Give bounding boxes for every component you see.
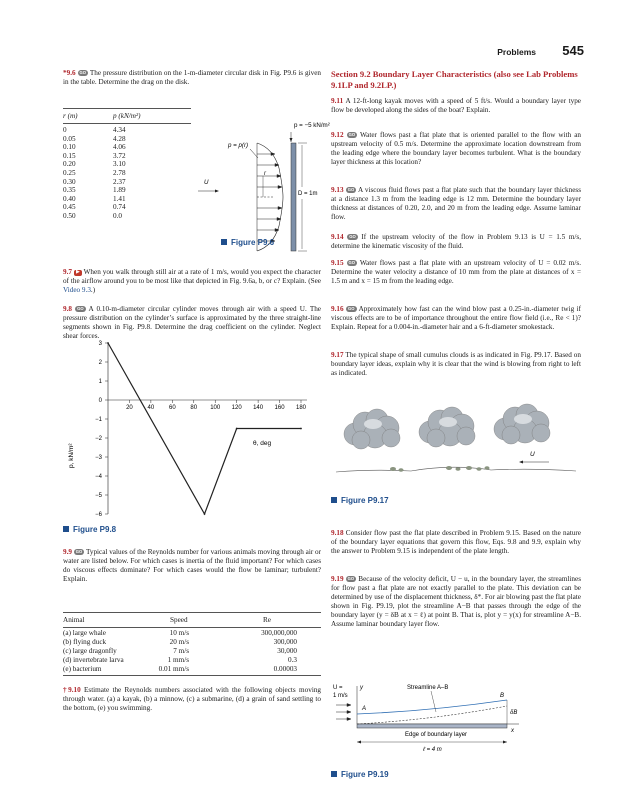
x-tick-label: 120: [231, 405, 242, 411]
y-tick-label: −6: [95, 512, 102, 518]
problem-9-18: 9.18 Consider flow past the flat plate described in Problem 9.15. Based on the nature of the boundary layer equations that govern this flow, Eqs. 9.8 and 9.9, explain why the answer to Problem 9.15 is independent of the plate length.: [331, 529, 581, 556]
problem-number: 9.17: [331, 351, 344, 359]
cell-p: 0.74: [113, 203, 126, 212]
problem-9-13: 9.13 GO A viscous fluid flows past a flat plate such that the boundary layer thickness at a distance 1.3 m from the leading edge is 12 mm. Determine the boundary layer thickness at distances of 0.20, 2.0, and 20 m from the leading edge. Assume laminar flow.: [331, 186, 581, 222]
problem-9-9: 9.9 GO Typical values of the Reynolds number for various animals moving through air or water are listed below. For which cases is inertia of the fluid important? For which cases do viscous effects dominate? For which cases would the flow be laminar; turbulent? Explain.: [63, 548, 322, 584]
problem-9-10: †9.10 Estimate the Reynolds numbers associated with the following objects moving through water. (a) a kayak, (b) a minnow, (c) a submarine, (d) a grain of sand settling to the bottom, (e) you swimming.: [63, 686, 322, 713]
label-A: A: [362, 706, 367, 712]
problem-number: 9.16: [331, 305, 344, 313]
label-p-r: p = p(r): [228, 142, 249, 149]
x-tick-label: 160: [274, 405, 285, 411]
cell-p: 1.41: [113, 194, 126, 203]
pressure-line: [108, 343, 301, 514]
table-row: [63, 195, 153, 204]
go-icon: GO: [77, 306, 84, 311]
cell-r: 0.30: [63, 177, 76, 186]
cell-r: 0.25: [63, 168, 76, 177]
problem-number: *9.6: [63, 69, 76, 77]
cell-re: 300,000,000: [261, 629, 297, 637]
label-D: D = 1m: [298, 191, 318, 197]
y-tick-label: −1: [95, 417, 102, 423]
cell-r: 0.15: [63, 151, 76, 160]
inflow-arrows: [336, 704, 351, 721]
problem-number: 9.13: [331, 186, 344, 194]
table-row: [63, 647, 321, 656]
table-row: [63, 656, 321, 665]
cell-p: 2.78: [113, 168, 126, 177]
cell-p: 2.37: [113, 177, 126, 186]
label-length: ℓ = 4 m: [423, 747, 442, 753]
go-icon: GO: [348, 132, 356, 137]
cell-speed: 10 m/s: [169, 629, 189, 637]
caption-square-icon: [221, 239, 227, 245]
chart-ylabel: p, kN/m²: [68, 443, 75, 468]
video-play-icon[interactable]: ▶: [75, 270, 80, 275]
data-point: [107, 342, 109, 344]
y-tick-label: 0: [98, 398, 102, 404]
wind-arrow-icon: [519, 461, 523, 464]
table-row: [63, 186, 153, 195]
label-streamline: Streamline A–B: [407, 685, 449, 691]
cell-animal: (c) large dragonfly: [63, 647, 117, 655]
problem-number: 9.19: [331, 575, 344, 583]
table-row: [63, 135, 153, 144]
problem-number: †9.10: [63, 686, 81, 694]
figure-p9-17: [331, 390, 581, 490]
cell-animal: (e) bacterium: [63, 665, 102, 673]
table-row: [63, 203, 153, 212]
problem-9-8: 9.8 GO A 0.10-m-diameter circular cylinder moves through air with a speed U. The pressure distribution on the cylinder’s surface is approximated by the three straight-line segments shown in Fig. P9.8. Determine the drag coefficient on the cylinder. Neglect shear forces.: [63, 305, 321, 341]
problem-9-6: [63, 69, 321, 87]
caption-p9-8: Figure P9.8: [63, 525, 116, 534]
cell-speed: 20 m/s: [169, 638, 189, 646]
problem-9-7: 9.7 ▶ When you walk through still air at a rate of 1 m/s, would you expect the character of the airflow around you to be most like that depicted in Fig. 9.6a, b, or c? Explain. (See Video 9.3.): [63, 268, 321, 295]
chart-xlabel: θ, deg: [253, 440, 272, 447]
x-tick-label: 180: [295, 405, 307, 411]
label-r: r: [264, 171, 266, 177]
problem-9-14: 9.14 GO If the upstream velocity of the flow in Problem 9.13 is U = 1.5 m/s, determine the kinematic viscosity of the fluid.: [331, 233, 581, 251]
table-row: [63, 178, 153, 187]
problem-number: 9.14: [331, 233, 344, 241]
problem-number: 9.7: [63, 268, 72, 276]
cumulus-cloud: [494, 404, 550, 444]
table-row: [63, 152, 153, 161]
problem-number: 9.9: [63, 548, 72, 556]
y-tick-label: 1: [98, 379, 102, 385]
go-icon: GO: [347, 187, 355, 192]
problem-9-17: 9.17 The typical shape of small cumulus clouds is as indicated in Fig. P9.17. Based on boundary layer ideas, explain why it is clear that the wind is blowing from right to left as indicated.: [331, 351, 581, 378]
table-header-r: r (m): [63, 112, 78, 120]
cumulus-cloud: [419, 407, 475, 447]
go-icon: GO: [349, 234, 356, 239]
label-edge: Edge of boundary layer: [405, 732, 468, 738]
table-header-speed: Speed: [170, 616, 188, 624]
cumulus-cloud: [344, 409, 400, 449]
x-tick-label: 100: [210, 405, 221, 411]
cell-p: 3.10: [113, 160, 126, 169]
problem-9-11: 9.11 A 12-ft-long kayak moves with a speed of 5 ft/s. Would a boundary layer type flow be developed along the sides of the boat? Explain.: [331, 97, 581, 115]
problem-9-12: 9.12 GO Water flows past a flat plate that is oriented parallel to the flow with an upstream velocity of 0.5 m/s. Determine the approximate location downstream from the leading edge where the boundary layer becomes turbulent. What is the boundary layer thickness at this location?: [331, 131, 581, 167]
table-p9-9: [63, 612, 321, 676]
cell-animal: (b) flying duck: [63, 638, 107, 646]
streamline-curve: [357, 700, 507, 714]
table-row: [63, 160, 153, 169]
running-header-section: Problems: [497, 47, 536, 57]
table-p9-6: [63, 108, 213, 221]
cell-p: 4.06: [113, 143, 126, 152]
go-icon: GO: [75, 549, 83, 554]
go-icon: GO: [348, 260, 356, 265]
caption-p9-6: Figure P9.6: [221, 238, 274, 247]
caption-square-icon: [63, 526, 69, 532]
problem-number: 9.12: [331, 131, 344, 139]
table-row: [63, 126, 153, 135]
cell-speed: 1 mm/s: [167, 656, 189, 664]
go-icon: GO: [348, 306, 355, 311]
cell-re: 30,000: [277, 647, 297, 655]
problem-text: The pressure distribution on the 1-m-diameter circular disk in Fig. P9.6 is given in the table. Determine the drag on the disk.: [63, 69, 322, 87]
cell-r: 0.50: [63, 211, 76, 220]
caption-p9-19: Figure P9.19: [331, 770, 389, 779]
label-y: y: [360, 685, 363, 691]
label-U: U =: [333, 685, 343, 691]
go-icon: GO: [79, 70, 87, 75]
x-tick-label: 60: [168, 405, 176, 411]
go-icon: GO: [347, 576, 355, 581]
x-tick-label: 140: [253, 405, 264, 411]
disk: [291, 143, 296, 251]
label-U: U: [530, 451, 535, 458]
cell-re: 0.00003: [273, 665, 297, 673]
cell-speed: 0.01 mm/s: [158, 665, 189, 673]
x-tick-label: 40: [147, 405, 155, 411]
cell-p: 1.89: [113, 186, 126, 195]
table-header-re: Re: [263, 616, 271, 624]
problem-number: 9.11: [331, 97, 344, 105]
table-row: [63, 212, 153, 221]
table-body: [63, 126, 153, 221]
cell-speed: 7 m/s: [173, 647, 189, 655]
label-B: B: [500, 693, 505, 699]
table-row: [63, 638, 321, 647]
cell-r: 0: [63, 126, 67, 134]
flat-plate: [357, 724, 507, 728]
caption-p9-17: Figure P9.17: [331, 496, 389, 505]
y-tick-label: −2: [95, 436, 102, 442]
cell-r: 0.35: [63, 186, 76, 195]
figure-p9-19: [331, 678, 531, 773]
cell-r: 0.40: [63, 194, 76, 203]
data-point: [236, 428, 238, 430]
cell-animal: (d) invertebrate larva: [63, 656, 124, 664]
x-tick-label: 20: [126, 405, 133, 411]
problem-9-16: 9.16 GO Approximately how fast can the wind blow past a 0.25-in.-diameter twig if viscous effects are to be of importance throughout the entire flow field (i.e., Re < 1)? Explain. Repeat for a 0.004-in.-diameter hair and a 6-ft-diameter smokestack.: [331, 305, 581, 332]
cell-p: 3.72: [113, 151, 126, 160]
cell-p: 4.28: [113, 134, 126, 143]
table-header-p: p (kN/m²): [113, 112, 141, 120]
cell-r: 0.45: [63, 203, 76, 212]
problem-number: 9.8: [63, 305, 72, 313]
problem-9-15: 9.15 GO Water flows past a flat plate with an upstream velocity of U = 0.02 m/s. Determine the water velocity a distance of 10 mm from the plate at distances of x = 1.5 m and x = 15 m from the leading edge.: [331, 259, 581, 286]
table-row: [63, 629, 321, 638]
cell-re: 0.3: [288, 656, 297, 664]
label-U-value: 1 m/s: [333, 693, 348, 699]
data-point: [300, 428, 302, 430]
figure-p9-6: [195, 118, 335, 258]
cell-p: 0.0: [113, 211, 122, 220]
cell-r: 0.20: [63, 160, 76, 169]
cell-p: 4.34: [113, 126, 126, 134]
table-row: [63, 169, 153, 178]
x-tick-label: 80: [190, 405, 198, 411]
cell-animal: (a) large whale: [63, 629, 106, 637]
label-p-minus5: p = −5 kN/m²: [294, 122, 330, 129]
problem-number: 9.15: [331, 259, 344, 267]
cell-re: 300,000: [273, 638, 297, 646]
label-U: U: [204, 179, 209, 186]
label-x: x: [511, 728, 514, 734]
page-number: 545: [562, 43, 584, 58]
y-tick-label: −4: [95, 474, 102, 480]
video-link[interactable]: Video 9.3: [63, 286, 91, 295]
table-row: [63, 143, 153, 152]
data-point: [204, 513, 206, 515]
cell-r: 0.10: [63, 143, 76, 152]
caption-square-icon: [331, 771, 337, 777]
table-body: [63, 629, 321, 675]
y-tick-label: −3: [95, 455, 102, 461]
y-tick-label: 2: [98, 360, 102, 366]
problem-number: 9.18: [331, 529, 344, 537]
figure-p9-8-chart: [63, 338, 323, 523]
table-row: [63, 665, 321, 674]
table-header-animal: Animal: [63, 616, 85, 624]
y-tick-label: 3: [98, 341, 102, 347]
y-tick-label: −5: [95, 493, 102, 499]
caption-square-icon: [331, 497, 337, 503]
section-9-2-heading: Section 9.2 Boundary Layer Characteristics (also see Lab Problems 9.1LP and 9.2LP.): [331, 69, 578, 90]
cell-r: 0.05: [63, 134, 76, 143]
label-delta-B: δB: [510, 710, 518, 716]
problem-9-19: 9.19 GO Because of the velocity deficit, U − u, in the boundary layer, the streamlines for flow past a flat plate are not exactly parallel to the plate. This deviation can be determined by use of the displacement thickness, δ*. For air blowing past the flat plate shown in Fig. P9.19, plot the streamline A−B that passes through the edge of the boundary layer (y = δB at x = ℓ) at point B. That is, plot y = y(x) for streamline A−B. Assume laminar boundary layer flow.: [331, 575, 582, 629]
